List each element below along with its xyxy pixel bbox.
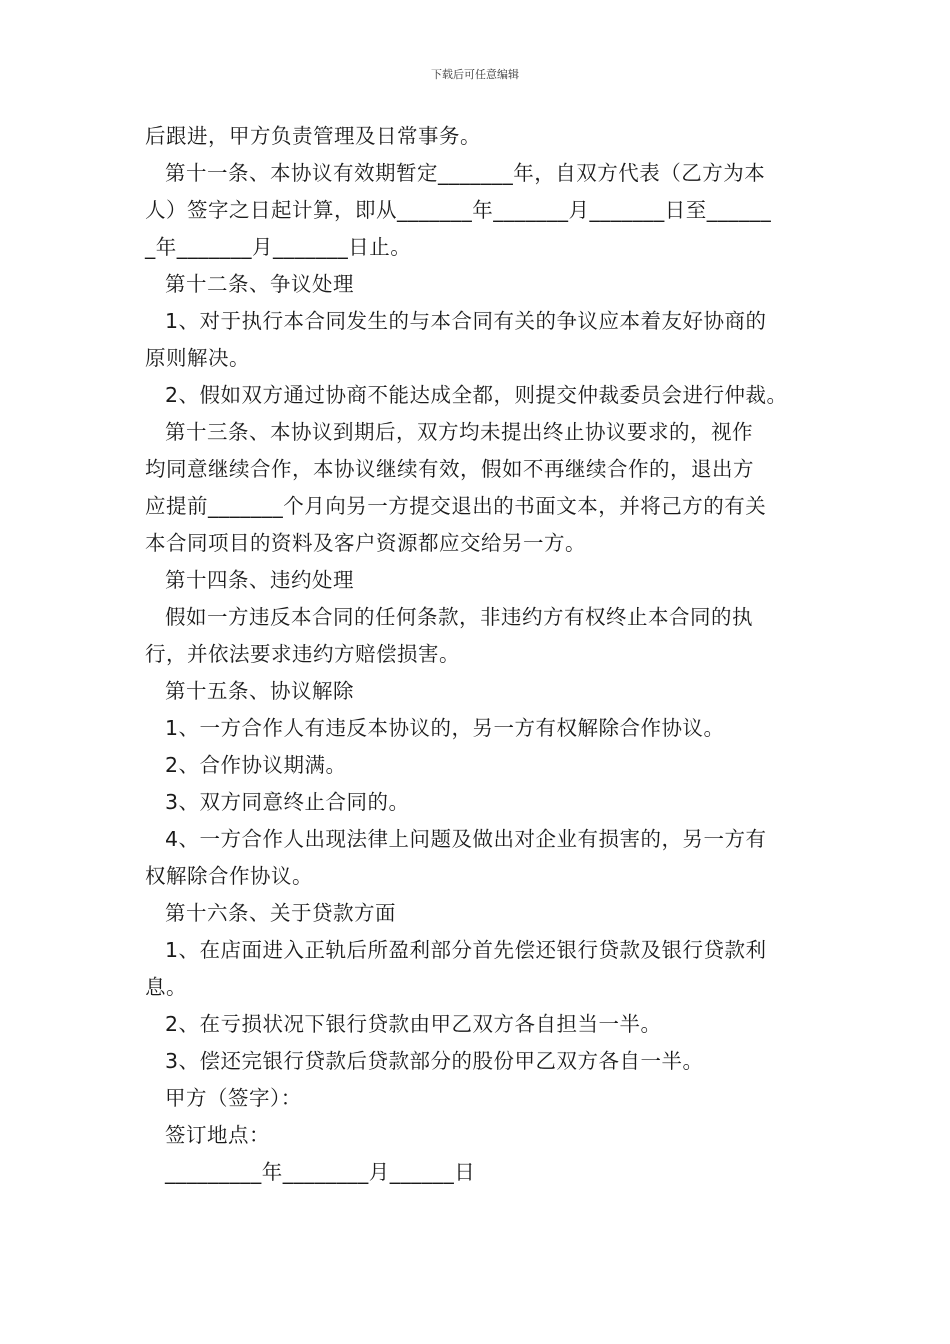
text-line: 2、在亏损状况下银行贷款由甲乙双方各自担当一半。 [165,1012,662,1036]
signing-location: 签订地点： [165,1123,270,1147]
clause-13-heading: 第十三条、本协议到期后，双方均未提出终止协议要求的，视作 [165,420,753,444]
text-line: 1、一方合作人有违反本协议的，另一方有权解除合作协议。 [165,716,725,740]
text-line: 2、假如双方通过协商不能达成全都，则提交仲裁委员会进行仲裁。 [165,383,788,407]
text-line: _年_______月_______日止。 [145,235,412,259]
text-line: 1、在店面进入正轨后所盈利部分首先偿还银行贷款及银行贷款利 [165,938,767,962]
text-line: 权解除合作协议。 [145,864,313,888]
signing-date: _________年________月______日 [165,1160,476,1184]
clause-12-heading: 第十二条、争议处理 [165,272,354,296]
text-line: 均同意继续合作，本协议继续有效，假如不再继续合作的，退出方 [145,457,754,481]
party-a-signature: 甲方（签字）： [165,1086,302,1110]
text-line: 1、对于执行本合同发生的与本合同有关的争议应本着友好协商的 [165,309,767,333]
text-line: 假如一方违反本合同的任何条款，非违约方有权终止本合同的执 [165,605,753,629]
clause-14-heading: 第十四条、违约处理 [165,568,354,592]
text-line: 人）签字之日起计算，即从_______年_______月_______日至______ [145,198,772,222]
clause-16-heading: 第十六条、关于贷款方面 [165,901,396,925]
text-line: 后跟进，甲方负责管理及日常事务。 [145,124,481,148]
text-line: 4、一方合作人出现法律上问题及做出对企业有损害的，另一方有 [165,827,767,851]
text-line: 3、偿还完银行贷款后贷款部分的股份甲乙双方各自一半。 [165,1049,704,1073]
text-line: 本合同项目的资料及客户资源都应交给另一方。 [145,531,586,555]
page-header: 下载后可任意编辑 [431,68,519,81]
document-body [145,118,817,1191]
text-line: 2、合作协议期满。 [165,753,347,777]
text-line: 3、双方同意终止合同的。 [165,790,410,814]
text-line: 息。 [145,975,187,999]
text-line: 原则解决。 [145,346,250,370]
text-line: 行，并依法要求违约方赔偿损害。 [145,642,460,666]
text-line: 应提前_______个月向另一方提交退出的书面文本，并将己方的有关 [145,494,767,518]
clause-15-heading: 第十五条、协议解除 [165,679,354,703]
clause-11-heading: 第十一条、本协议有效期暂定_______年，自双方代表（乙方为本 [165,161,766,185]
